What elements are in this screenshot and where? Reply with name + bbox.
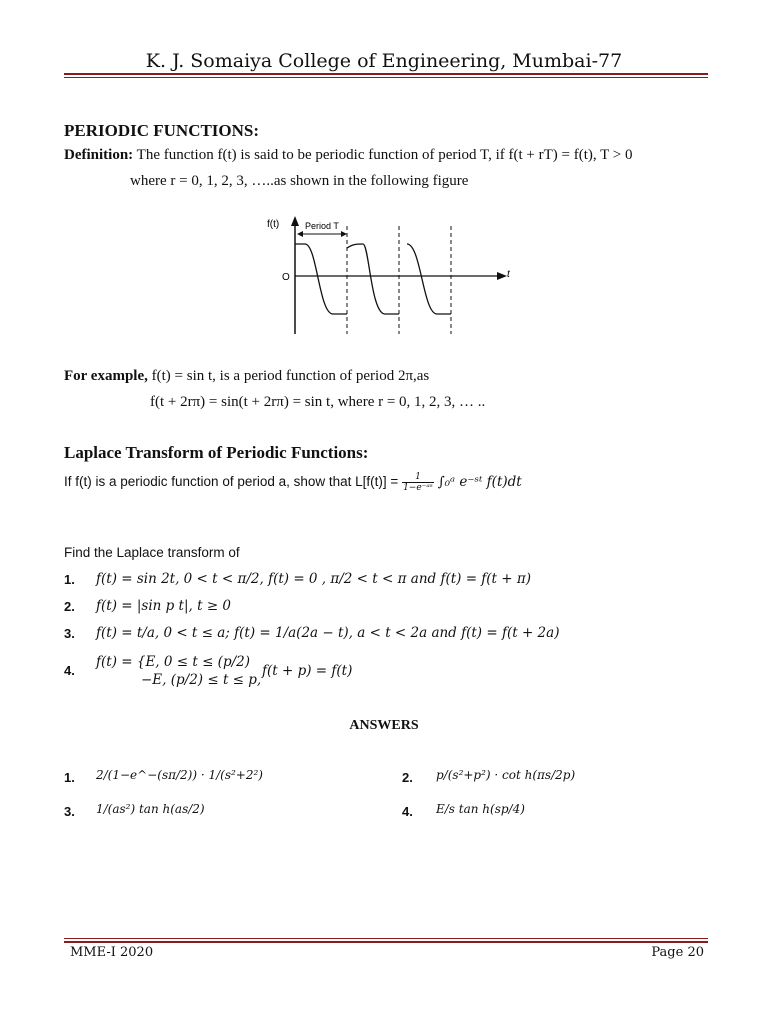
problem-text-2: f(t) = |sin p t|, t ≥ 0 [96, 598, 232, 614]
wave-period-1 [295, 244, 347, 314]
definition-line [64, 147, 632, 164]
header-rule-top [64, 73, 708, 75]
statement-suffix: ∫₀ᵃ e⁻ˢᵗ f(t)dt [437, 474, 522, 491]
period-arrow-left [297, 231, 303, 237]
where-line: where r = 0, 1, 2, 3, …..as shown in the following figure [130, 173, 469, 189]
figure-y-arrow [291, 216, 299, 226]
answer-text-4: E/s tan h(sp/4) [436, 802, 525, 816]
section-heading-periodic: PERIODIC FUNCTIONS: [64, 121, 260, 140]
problem-text-1: f(t) = sin 2t, 0 < t < π/2, f(t) = 0 , π/2 < t < π and f(t) = f(t + π) [96, 571, 532, 587]
wave-period-2 [363, 244, 399, 314]
statement-frac-den: 1−e⁻ᵃˢ [403, 483, 433, 493]
statement-prefix: If f(t) is a periodic function of period a, show that L[f(t)] = [64, 474, 399, 490]
example-label: For example, [64, 368, 148, 384]
find-text: Find the Laplace transform of [64, 545, 240, 560]
figure-x-arrow [497, 272, 507, 280]
statement-frac-num: 1 [402, 472, 434, 483]
definition-label: Definition: [64, 147, 134, 163]
example-line [64, 368, 429, 385]
figure-period-label: Period T [305, 221, 339, 231]
answer-number-1: 1. [64, 770, 75, 785]
figure-y-label: f(t) [267, 219, 280, 230]
problem-number-3: 3. [64, 626, 75, 641]
figure-x-label: t [507, 269, 510, 280]
answer-number-4: 4. [402, 804, 413, 819]
figure-origin-label: O [282, 272, 290, 283]
problem-number-1: 1. [64, 572, 75, 587]
problem-number-2: 2. [64, 599, 75, 614]
answer-text-3: 1/(as²) tan h(as/2) [96, 802, 205, 816]
example-text: f(t) = sin t, is a period function of period 2π,as [151, 368, 430, 384]
section-heading-laplace: Laplace Transform of Periodic Functions: [64, 443, 369, 462]
periodic-function-figure [255, 210, 525, 340]
answer-number-3: 3. [64, 804, 75, 819]
header-rule-bottom [64, 77, 708, 78]
answer-text-1: 2/(1−e^−(sπ/2)) · 1/(s²+2²) [96, 768, 263, 782]
problem-text-4-top: f(t) = {E, 0 ≤ t ≤ (p/2) [96, 654, 250, 670]
problem-text-3: f(t) = t/a, 0 < t ≤ a; f(t) = 1/a(2a − t), a < t < 2a and f(t) = f(t + 2a) [96, 625, 560, 641]
answers-heading: ANSWERS [349, 718, 419, 733]
example-equation: f(t + 2rπ) = sin(t + 2rπ) = sin t, where r = 0, 1, 2, 3, … .. [150, 394, 486, 410]
page-header-title: K. J. Somaiya College of Engineering, Mumbai-77 [145, 50, 623, 72]
footer-page-number: Page 20 [651, 945, 704, 960]
definition-text: The function f(t) is said to be periodic function of period T, if f(t + rT) = f(t), T > 0 [136, 147, 633, 163]
problem-text-4-tail: f(t + p) = f(t) [262, 663, 353, 679]
laplace-statement [64, 472, 522, 493]
problem-number-4: 4. [64, 663, 75, 678]
wave-period-3 [407, 244, 451, 314]
footer-left: MME-I 2020 [70, 945, 154, 960]
problem-text-4-bottom: −E, (p/2) ≤ t ≤ p, [141, 672, 262, 688]
answer-number-2: 2. [402, 770, 413, 785]
statement-fraction [402, 472, 434, 493]
footer-rule-top [64, 938, 708, 939]
wave-lead-2 [347, 244, 363, 248]
footer-rule-bottom [64, 941, 708, 943]
period-arrow-right [341, 231, 347, 237]
answer-text-2: p/(s²+p²) · cot h(πs/2p) [436, 768, 576, 782]
